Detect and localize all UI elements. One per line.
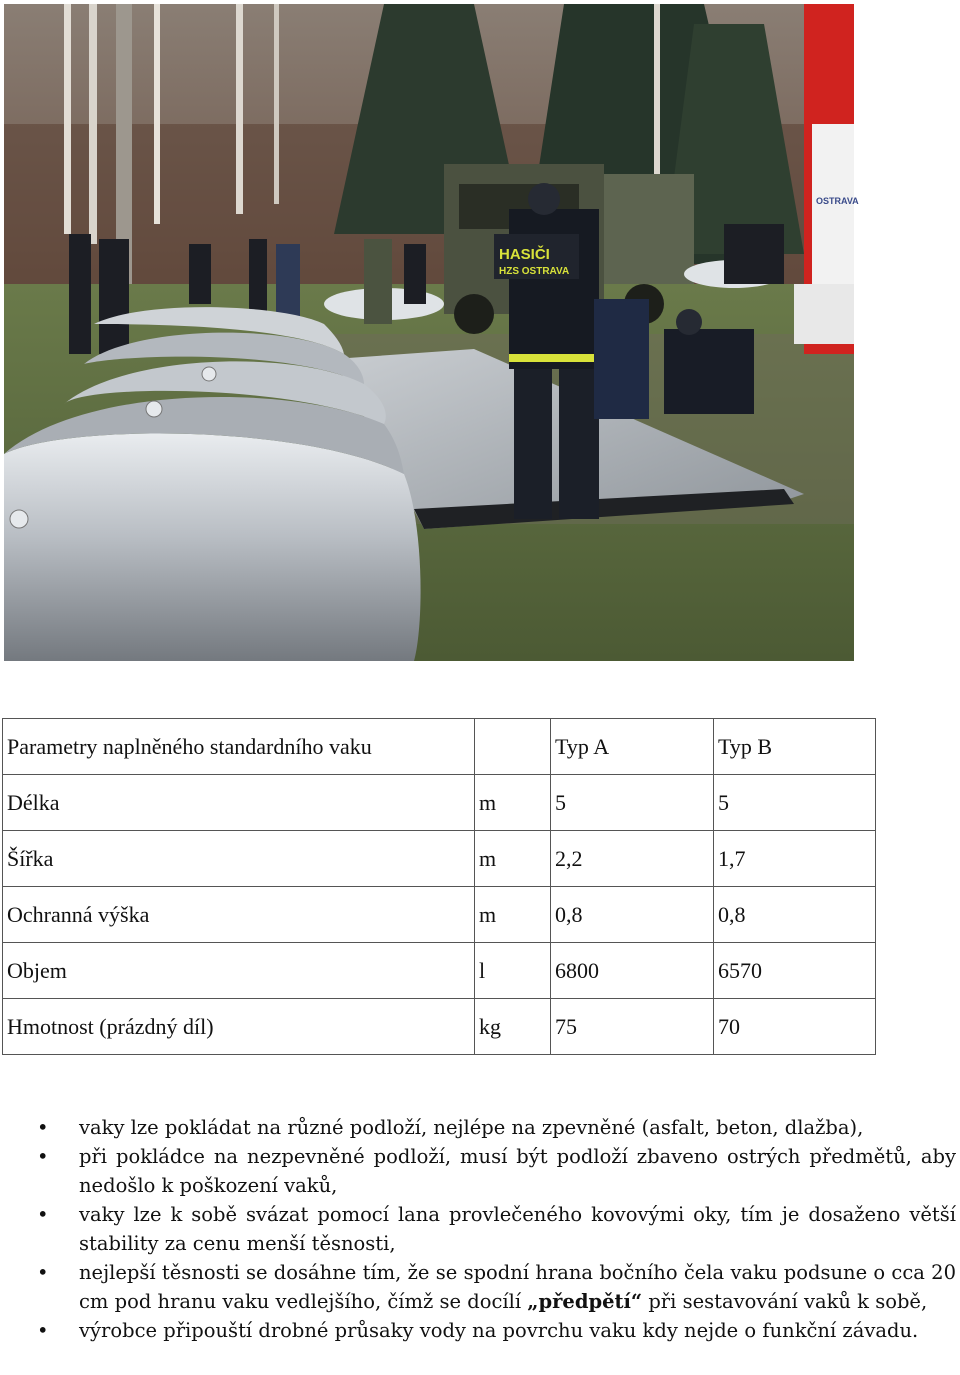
list-item-text: při sestavování vaků k sobě, [642, 1290, 928, 1313]
header-cell: Typ B [714, 719, 876, 775]
param-name: Objem [3, 943, 475, 999]
bullet-icon: • [37, 1203, 49, 1226]
vest-text-1: HASIČI [499, 246, 550, 263]
value-type-b: 0,8 [714, 887, 876, 943]
param-unit: m [475, 831, 551, 887]
list-item-text: vaky lze k sobě svázat pomocí lana provlečeného kovovými oky, tím je dosaženo větší stability za cenu menší těsnosti, [79, 1203, 956, 1255]
value-type-a: 6800 [551, 943, 714, 999]
value-type-b: 5 [714, 775, 876, 831]
list-item [0, 1113, 956, 1142]
value-type-b: 6570 [714, 943, 876, 999]
list-item [0, 1200, 956, 1258]
bullet-icon: • [37, 1261, 49, 1284]
table-row [3, 999, 876, 1055]
truck-text: OSTRAVA [816, 196, 859, 206]
param-name: Ochranná výška [3, 887, 475, 943]
param-unit: kg [475, 999, 551, 1055]
param-unit: m [475, 775, 551, 831]
param-name: Hmotnost (prázdný díl) [3, 999, 475, 1055]
value-type-a: 2,2 [551, 831, 714, 887]
value-type-b: 1,7 [714, 831, 876, 887]
bullet-icon: • [37, 1116, 49, 1139]
vest-text-2: HZS OSTRAVA [499, 266, 570, 277]
table-row [3, 887, 876, 943]
list-item [0, 1142, 956, 1200]
list-item-text: výrobce připouští drobné průsaky vody na povrchu vaku kdy nejde o funkční závadu. [79, 1319, 919, 1342]
value-type-a: 5 [551, 775, 714, 831]
table-row [3, 775, 876, 831]
table-header-row [3, 719, 876, 775]
header-cell [475, 719, 551, 775]
param-unit: m [475, 887, 551, 943]
bullet-icon: • [37, 1319, 49, 1342]
list-item-quote: „předpětí“ [527, 1290, 643, 1313]
notes-list [0, 1113, 956, 1345]
param-name: Šířka [3, 831, 475, 887]
list-item-text: nejlepší těsnosti se dosáhne tím, že se spodní hrana bočního čela vaku podsune o cca 20 cm pod hranu vaku vedlejšího, čímž se docílí [79, 1261, 956, 1313]
value-type-b: 70 [714, 999, 876, 1055]
parameters-table [2, 718, 876, 1055]
value-type-a: 75 [551, 999, 714, 1055]
list-item-text: při pokládce na nezpevněné podloží, musí být podloží zbaveno ostrých předmětů, aby nedošlo k poškození vaků, [79, 1145, 956, 1197]
list-item-text: vaky lze pokládat na různé podloží, nejlépe na zpevněné (asfalt, beton, dlažba), [79, 1116, 864, 1139]
table-row [3, 831, 876, 887]
header-cell: Typ A [551, 719, 714, 775]
param-unit: l [475, 943, 551, 999]
param-name: Délka [3, 775, 475, 831]
header-cell: Parametry naplněného standardního vaku [3, 719, 475, 775]
value-type-a: 0,8 [551, 887, 714, 943]
bullet-icon: • [37, 1145, 49, 1168]
list-item [0, 1258, 956, 1316]
flood-barrier-photo [4, 4, 859, 661]
list-item [0, 1316, 956, 1345]
table-row [3, 943, 876, 999]
